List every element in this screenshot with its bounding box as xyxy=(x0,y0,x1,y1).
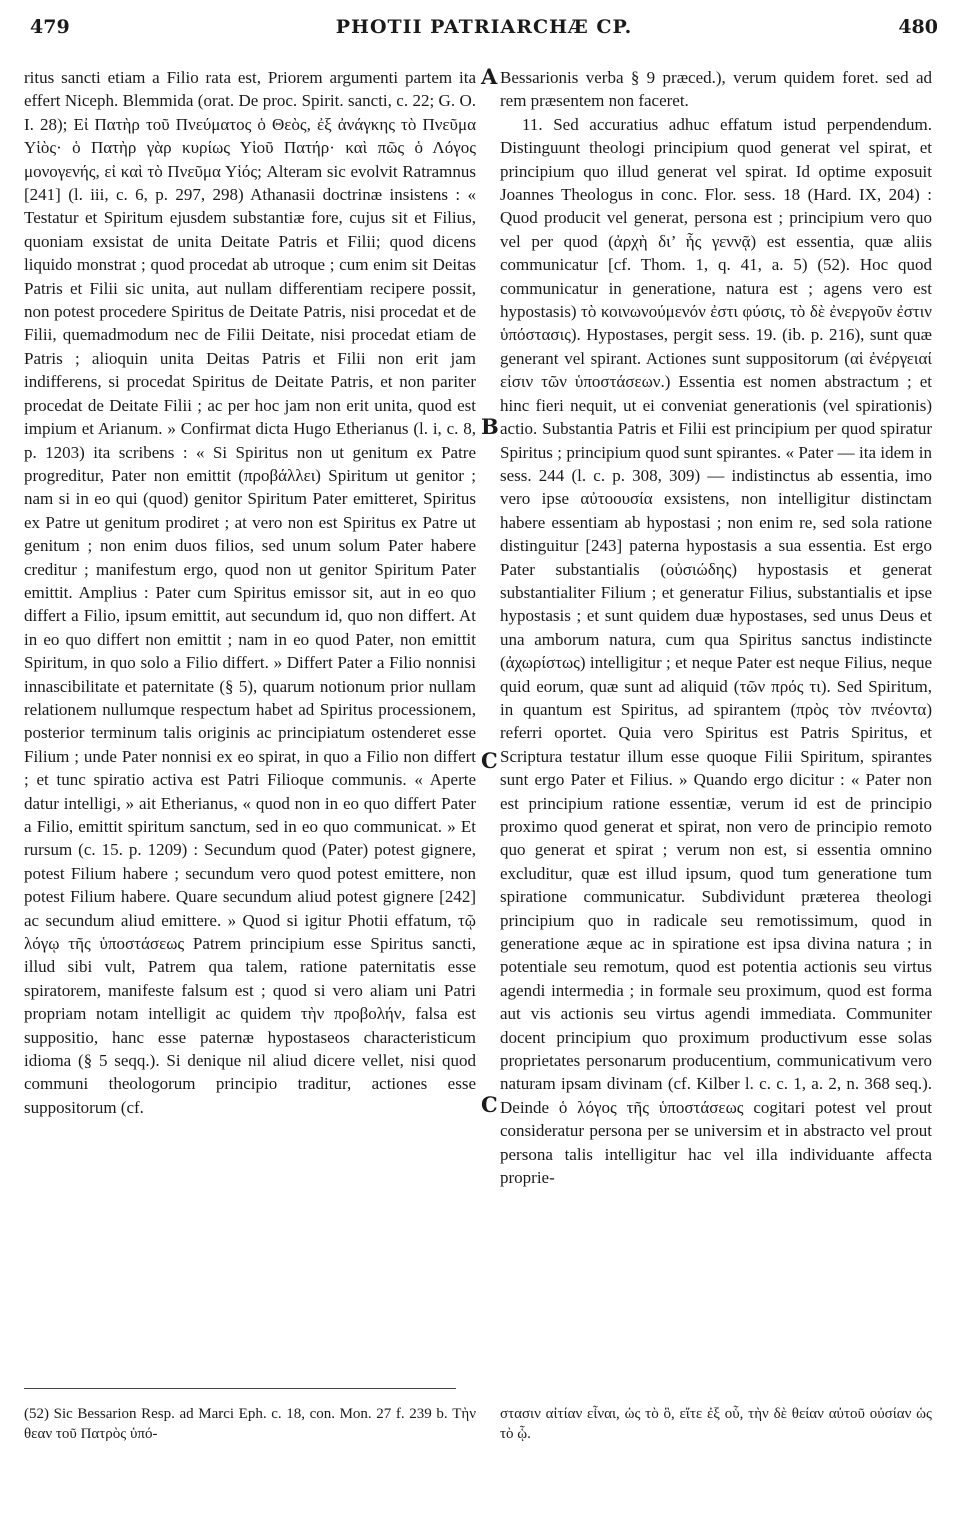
margin-marker-c: C xyxy=(481,748,498,773)
left-column xyxy=(24,66,476,1119)
margin-marker-b: B xyxy=(481,414,499,439)
page-header xyxy=(24,10,944,40)
right-paragraph-section-11: 11. Sed accuratius adhuc effatum istud perpendendum. Distinguunt theologi principium quod generat vel spirat, et principium quo illud generat vel spirat. Id optime exposuit Joannes Theologus in conc. Flor. sess. 18 (Hard. IX, 204) : Quod producit vel generat, persona est ; principium vero quo vel per quod (ἀρχὴ δι’ ἧς γεννᾷ) est essentia, quæ aliis communicatur [cf. Thom. 1, q. 41, a. 5) (52). Hoc quod communicatur in generatione, natura est ; agens vero est hypostasis) τὸ κοινωνούμενόν ἐστι φύσις, τὸ δὲ ἐνεργοῦν ἐστιν ὑπόστασις). Hypostases, pergit sess. 19. (ib. p. 216), sunt quæ generant vel spirant. Actiones sunt suppositorum (αἱ ἐνέργειαί εἰσιν τῶν ὑποστάσεων.) Essentia est nomen abstractum ; et hinc fieri nequit, ut ei conveniat generationis (vel spirationis) actio. Substantia Patris et Filii est principium per quod spiratur Spiritus ; principium quod sunt spirantes. « Pater — ita idem in sess. 244 (l. c. p. 308, 309) — indistinctus ab essentia, imo vero ipse αὐτοουσία exsistens, non intelligitur distinctam habere essentiam ab hypostasi ; non enim re, sed sola ratione distinguitur [243] paterna hypostasis a sua essentia. Est ergo Pater substantialis (οὐσιώδης) hypostasis et generat substantialiter Filium ; et generatur Filius, substantialis et ipse hypostasis ; et sunt quidem duæ hypostases, sed unus Deus et una amborum natura, cum qua Spiritus sanctus indistincte (ἀχωρίστως) intelligitur ; et neque Pater est neque Filius, neque quid eorum, quæ sunt ad aliquid (τῶν πρός τι). Sed Spiritum, in quantum est Spiritus, ad spirantem (πρὸς τὸν πνέοντα) referri oportet. Quia vero Spiritus est Patris Spiritus, et Scriptura testatur illum esse quoque Filii Spiritum, spirantes sunt ergo Pater et Filius. » Quando ergo dicitur : « Pater non est principium ratione essentiæ, verum id est de principio proximo quod generat et spirat, non vero de principio remoto quo generat et spirat ; verum non est, si essentia omnino excluditur, quæ est illud ipsum, quod tum generatione tum spiratione communicatur. Subdividunt præterea theologi principium quo in radicale seu remotissimum, quod in generatione æque ac in spiratione est ipsa divina natura ; in potentiale seu remotum, quod est potentia actionis seu virtus agendi intermedia ; in formale seu proximum, quod est forma aut vis actionis seu virtus agendi immediata. Communiter docent principium quo proximum productivum esse solas proprietates personarum producentium, communicativum vero naturam ipsam divinam (cf. Kilber l. c. c. 1, a. 2, n. 368 seq.). Deinde ὁ λόγος τῆς ὑποστάσεως cogitari potest vel prout consideratur persona per se universim et in abstracto vel prout persona talis intelligitur hac vel illa individuante affecta proprie- xyxy=(500,114,932,1188)
left-paragraph: ritus sancti etiam a Filio rata est, Priorem argumenti partem ita effert Niceph. Blemmida (orat. De proc. Spirit. sancti, c. 22; G. O. I. 28); Εἰ Πατὴρ τοῦ Πνεύματος ὁ Θεὸς, ἐξ ἀνάγκης τὸ Πνεῦμα Υἱὸς· ὁ Πατὴρ γὰρ κυρίως Υἱοῦ Πατήρ· καὶ πῶς ὁ Λόγος μονογενής, εἰ καὶ τὸ Πνεῦμα Υἱός; Alteram sic evolvit Ratramnus [241] (l. iii, c. 6, p. 297, 298) Athanasii doctrinæ insistens : « Testatur et Spiritum ejusdem substantiæ fore, cujus sit et Filius, quoniam exsistat de unita Deitate Patris et Filii; quod dicens liquido monstrat ; quod procedat ab utroque ; cum enim sit Deitas Patris et Filii sic unita, aut nullam differentiam recipere possit, non potest procedere Spiritus de Deitate Patris, nisi procedat et de Filii, quemadmodum nec de Filii Deitate, nisi procedat etiam de Patris ; alioquin unita Deitas Patris et Filii non erit jam indifferens, si procedat Spiritus de Deitate Patris, et non pariter procedat de Deitate Filii ; ac per hoc jam non erit unita, quod est impium et Arianum. » Confirmat dicta Hugo Etherianus (l. i, c. 8, p. 1203) ita scribens : « Si Spiritus non ut genitum ex Patre progreditur, Pater non emittit (προβάλλει) Spiritum ut genitor ; nam si in eo qui (quod) genitor Spiritum Pater emitteret, Spiritus ex Patre ut genitum prodiret ; at vero non est Spiritus ex Patre ut genitum ; non enim duos filios, sed unum solum Pater habere creditur ; manifestum ergo, quod non ut genitor Spiritum Pater emittit. Amplius : Pater cum Spiritus emissor sit, aut in eo quo differt a Filio, ipsum emittit, aut secundum id, quo non differt. At in eo quo differt non emittit ; nam in eo quod Pater, non emittit Spiritum, in quo solo a Filio differt. » Differt Pater a Filio nonnisi innascibilitate et paternitate (§ 5), quarum notionum prior nullam relationem nullumque respectum habet ad Spiritus processionem, posterior terminum talis originis ac principiatum ostenderet esse Filium ; unde Pater nonnisi ex eo spirat, in quo a Filio non differt ; et tunc spiratio activa est Patri Filioque communis. « Aperte datur intelligi, » ait Etherianus, « quod non in eo quo differt Pater a Filio, emittit spiritum sanctum, sed in eo quo communicat. » Et rursum (c. 15. p. 1209) : Secundum quod (Pater) potest gignere, potest Filium habere ; secundum vero quod potest emittere, non potest Filium habere. Quare secundum aliud potest gignere [242] ac secundum aliud emittere. » Quod si igitur Photii effatum, τῷ λόγῳ τῆς ὑποστάσεως Patrem principium esse Spiritus sancti, illud sibi vult, Patrem qua talem, ratione paternitatis esse spiratorem, manifeste falsum est ; quod si vero aliam uni Patri propriam notam intelligit ac quidem τὴν προβολήν, falsa est suppositio, hanc esse paternæ hypostaseos characteristicum idioma (§ 5 seqq.). Si denique nil aliud dicere vellet, nisi quod communi theologorum principio traditur, actiones esse suppositorum (cf. xyxy=(24,68,476,1117)
footnote-52-text: (52) Sic Bessarion Resp. ad Marci Eph. c. 18, con. Mon. 27 f. 239 b. Τὴν θεαν τοῦ Πατρὸς ὑπό- xyxy=(24,1406,476,1442)
footnote-right xyxy=(500,1404,932,1444)
page-number-right: 480 xyxy=(898,16,938,38)
footnote-divider xyxy=(24,1388,456,1389)
margin-marker-a: A xyxy=(481,64,498,89)
running-title: PHOTII PATRIARCHÆ CP. xyxy=(335,16,633,38)
page-number-left: 479 xyxy=(30,16,70,38)
margin-marker-c-second: C xyxy=(481,1092,498,1117)
right-column xyxy=(500,66,932,1190)
footnote-52-continuation: στασιν αἰτίαν εἶναι, ὡς τὸ ὃ, εἴτε ἐξ οὗ, τὴν δὲ θείαν αὐτοῦ οὐσίαν ὡς τὸ ᾧ. xyxy=(500,1406,932,1442)
right-paragraph-continuation: Bessarionis verba § 9 præced.), verum quidem foret. sed ad rem præsentem non faceret. xyxy=(500,68,932,111)
footnote-left xyxy=(24,1404,476,1444)
